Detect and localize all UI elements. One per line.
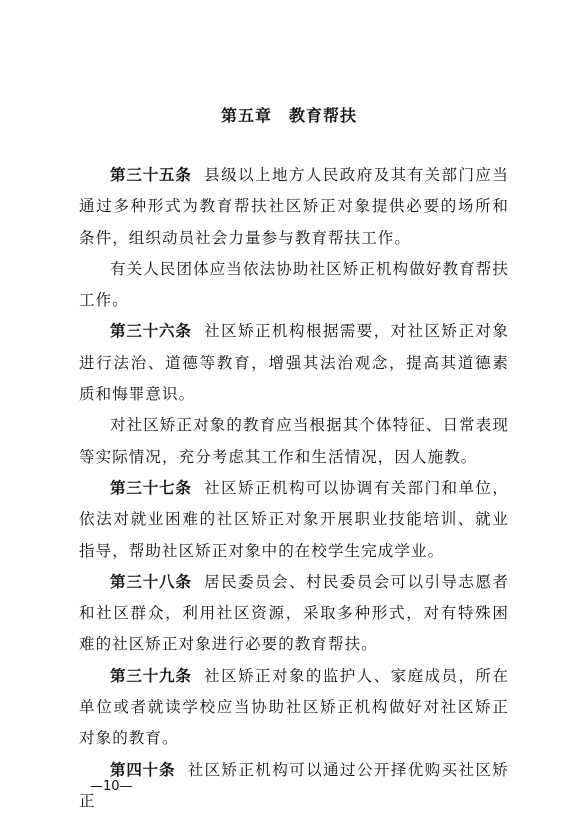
- article-number: 第三十五条: [110, 166, 192, 184]
- paragraph-text: 对社区矫正对象的教育应当根据其个体特征、日常表现等实际情况，充分考虑其工作和生活情况，因人施教。: [79, 416, 509, 466]
- article-number: 第三十八条: [110, 572, 192, 591]
- paragraph-art-38: [79, 567, 509, 661]
- chapter-title: 第五章 教育帮扶: [220, 106, 357, 125]
- paragraph-text: 社区矫正机构根据需要，对社区矫正对象进行法治、道德等教育，增强其法治观念，提高其道德素质和悔罪意识。: [79, 322, 509, 404]
- paragraph-art-35: [79, 160, 509, 254]
- paragraph: [79, 254, 509, 317]
- paragraph: [79, 410, 509, 473]
- article-number: 第三十七条: [110, 478, 192, 497]
- body-text: [79, 160, 509, 817]
- paragraph-art-39: [79, 661, 509, 755]
- paragraph-text: 县级以上地方人民政府及其有关部门应当通过多种形式为教育帮扶社区矫正对象提供必要的场所和条件，组织动员社会力量参与教育帮扶工作。: [79, 166, 509, 247]
- paragraph-text: 社区矫正对象的监护人、家庭成员，所在单位或者就读学校应当协助社区矫正机构做好对社区矫正对象的教育。: [79, 666, 509, 748]
- paragraph-text: 有关人民团体应当依法协助社区矫正机构做好教育帮扶工作。: [79, 259, 509, 310]
- paragraph-text: 居民委员会、村民委员会可以引导志愿者和社区群众，利用社区资源，采取多种形式，对有特殊困难的社区矫正对象进行必要的教育帮扶。: [79, 572, 509, 654]
- article-number: 第四十条: [110, 760, 176, 779]
- page-number: —10—: [90, 779, 133, 794]
- paragraph-art-36: [79, 316, 509, 410]
- article-number: 第三十六条: [110, 322, 192, 341]
- paragraph-art-40: [79, 755, 509, 818]
- paragraph-text: 社区矫正机构可以通过公开择优购买社区矫正: [79, 760, 509, 810]
- article-number: 第三十九条: [110, 666, 192, 685]
- paragraph-text: 社区矫正机构可以协调有关部门和单位，依法对就业困难的社区矫正对象开展职业技能培训、就业指导，帮助社区矫正对象中的在校学生完成学业。: [79, 478, 509, 560]
- paragraph-art-37: [79, 473, 509, 567]
